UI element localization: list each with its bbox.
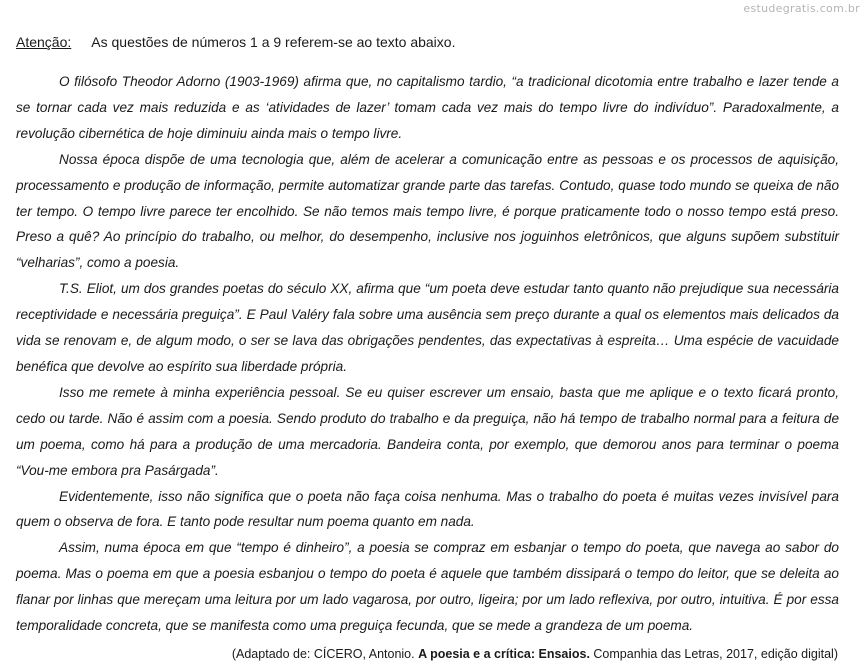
paragraph-1: O filósofo Theodor Adorno (1903-1969) afirma que, no capitalismo tardio, “a tradicional dicotomia entre trabalho e lazer tende a se tornar cada vez mais reduzida e as ‘atividades de lazer’ tomam cada vez mais do tempo livre do indivíduo”. Paradoxalmente, a revolução cibernética de hoje diminuiu ainda mais o tempo livre. [16, 74, 839, 141]
passage [16, 69, 839, 639]
source-prefix: (Adaptado de: CÍCERO, Antonio. [231, 647, 419, 661]
paragraph-5: Evidentemente, isso não significa que o poeta não faça coisa nenhuma. Mas o trabalho do poeta é muitas vezes invisível para quem o observa de fora. E tanto pode resultar num poema quanto em nada. [16, 488, 839, 530]
watermark: estudegratis.com.br [743, 2, 860, 15]
paragraph-4: Isso me remete à minha experiência pessoal. Se eu quiser escrever um ensaio, basta que me aplique e o texto ficará pronto, cedo ou tarde. Não é assim com a poesia. Sendo produto do trabalho e da preguiça, não há tempo de trabalho normal para a feitura de um poema, como há para a produção de uma mercadoria. Bandeira conta, por exemplo, que demorou anos para terminar o poema “Vou-me embora pra Pasárgada”. [16, 384, 839, 478]
source-citation [232, 647, 838, 661]
paragraph-3: T.S. Eliot, um dos grandes poetas do século XX, afirma que “um poeta deve estudar tanto quanto não prejudique sua necessária receptividade e necessária preguiça”. E Paul Valéry fala sobre uma ausência sem preço durante a qual os elementos mais delicados da vida se renovam e, de algum modo, o ser se lava das obrigações pendentes, das expectativas à espreita… Uma espécie de vacuidade benéfica que devolve ao espírito sua liberdade própria. [16, 281, 839, 374]
notice-text: As questões de números 1 a 9 referem-se ao texto abaixo. [91, 34, 456, 50]
notice-label: Atenção: [16, 34, 72, 50]
source-suffix: Companhia das Letras, 2017, edição digital) [589, 647, 838, 661]
source-title: A poesia e a crítica: Ensaios. [418, 647, 590, 661]
paragraph-2: Nossa época dispõe de uma tecnologia que, além de acelerar a comunicação entre as pessoas e os processos de aquisição, processamento e produção de informação, permite automatizar grande parte das tarefas. Contudo, quase todo mundo se queixa de não ter tempo. O tempo livre parece ter encolhido. Se não temos mais tempo livre, é porque praticamente todo o nosso tempo está preso. Preso a quê? Ao princípio do trabalho, ou melhor, do desempenho, inclusive nos joguinhos eletrônicos, que alguns supõem substituir “velharias”, como a poesia. [16, 151, 839, 271]
paragraph-6: Assim, numa época em que “tempo é dinheiro”, a poesia se compraz em esbanjar o tempo do poeta, que navega ao sabor do poema. Mas o poema em que a poesia esbanjou o tempo do poeta é aquele que também dissipará o tempo do leitor, que se deleita ao flanar por linhas que mereçam uma leitura por um lado vagarosa, por outro, ligeira; por um lado reflexiva, por outro, intuitiva. É por essa temporalidade concreta, que se manifesta como uma preguiça fecunda, que se mede a grandeza de um poema. [16, 540, 839, 634]
notice [16, 34, 455, 50]
